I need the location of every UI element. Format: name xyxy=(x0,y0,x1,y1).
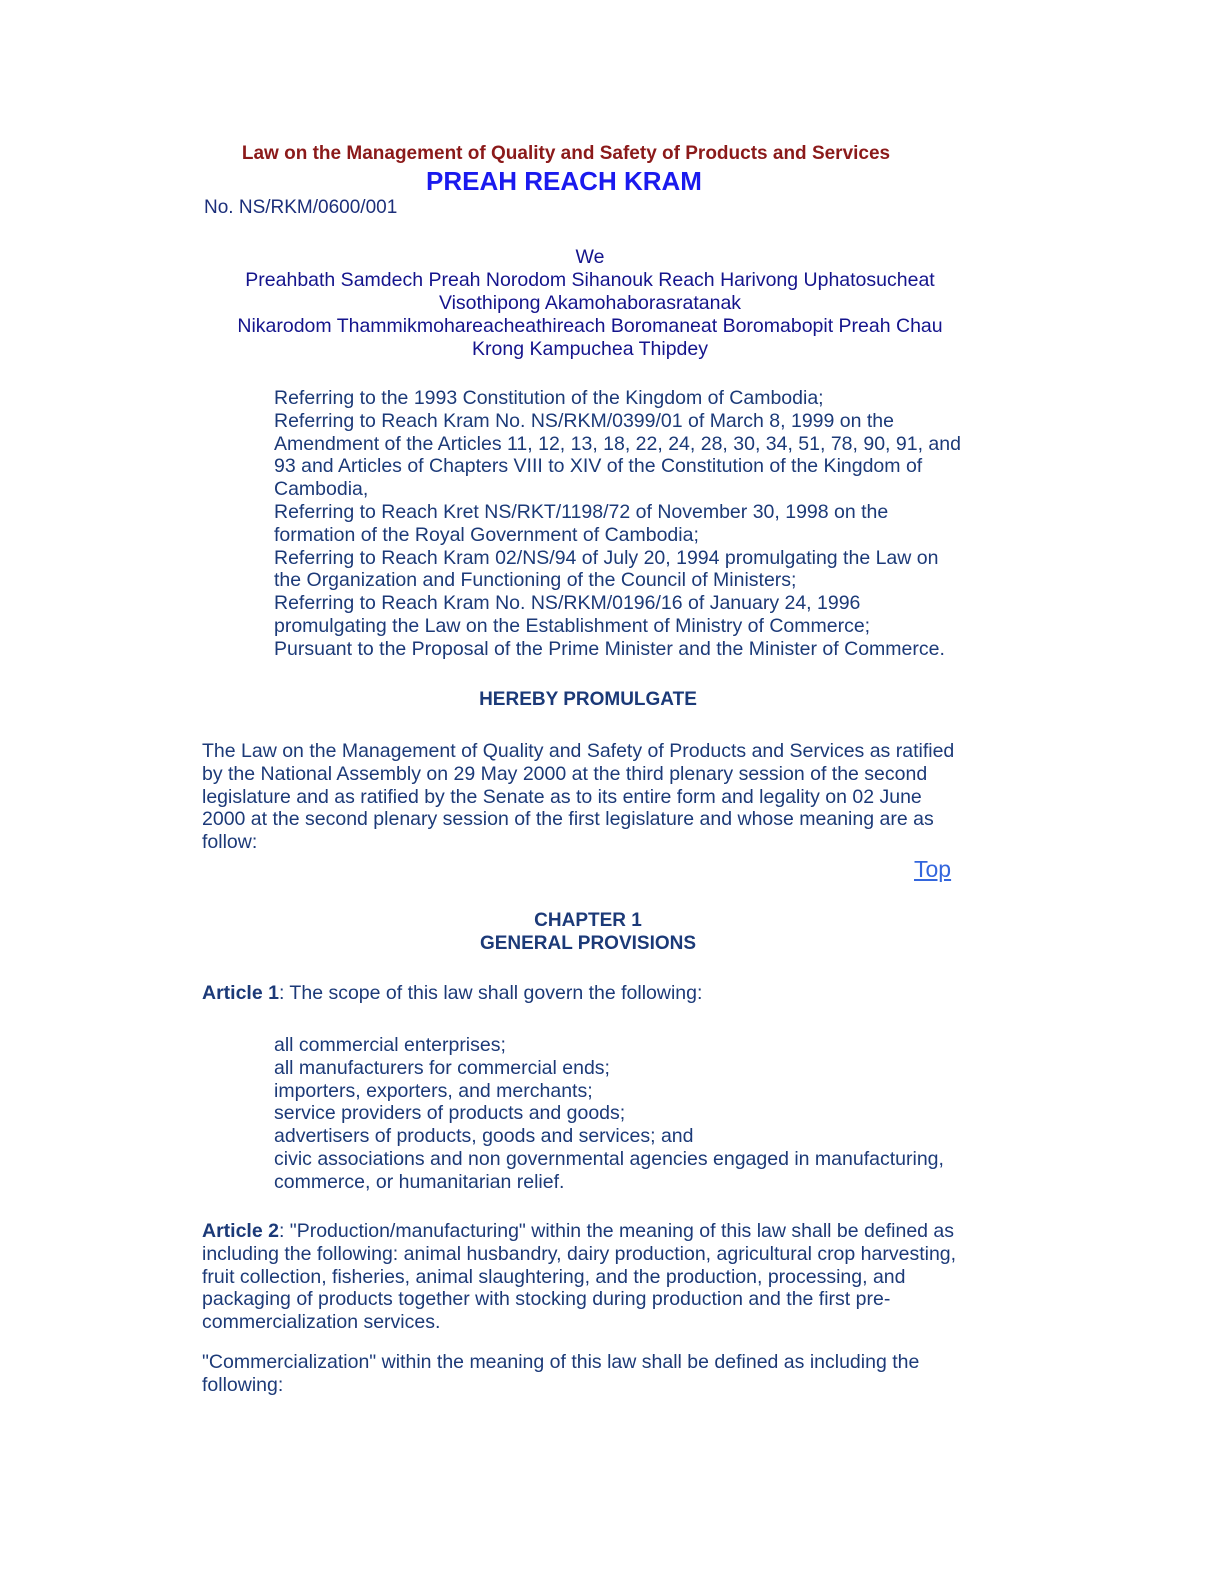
document-title: Law on the Management of Quality and Safety of Products and Services xyxy=(241,143,891,164)
article-1 xyxy=(202,982,702,1005)
chapter-heading xyxy=(0,909,1176,955)
list-item: all manufacturers for commercial ends; xyxy=(274,1056,610,1079)
referring-line: Cambodia, xyxy=(274,478,369,501)
article-1-list xyxy=(274,1034,944,1194)
article-2-label: Article 2 xyxy=(202,1220,279,1242)
intro-line: follow: xyxy=(202,831,258,854)
referring-line: 93 and Articles of Chapters VIII to XIV of the Constitution of the Kingdom of xyxy=(274,455,923,478)
commercialization-paragraph xyxy=(202,1351,919,1397)
intro-line: legislature and as ratified by the Senate as to its entire form and legality on 02 June xyxy=(202,785,922,808)
referring-line: the Organization and Functioning of the Council of Ministers; xyxy=(274,569,797,592)
list-item: importers, exporters, and merchants; xyxy=(274,1079,593,1102)
referring-line: Referring to the 1993 Constitution of the Kingdom of Cambodia; xyxy=(274,387,824,409)
referring-line: Referring to Reach Kram 02/NS/94 of July 20, 1994 promulgating the Law on xyxy=(274,546,939,569)
commercialization-line: "Commercialization" within the meaning of this law shall be defined as including the xyxy=(202,1351,920,1373)
article-1-text: : The scope of this law shall govern the following: xyxy=(278,982,703,1004)
royal-titles xyxy=(0,246,1180,361)
article-2-line: commercialization services. xyxy=(202,1311,441,1334)
promulgate-heading: HEREBY PROMULGATE xyxy=(479,689,697,710)
referring-line: Referring to Reach Kret NS/RKT/1198/72 of November 30, 1998 on the xyxy=(274,500,889,523)
referring-line: Amendment of the Articles 11, 12, 13, 18, 22, 24, 28, 30, 34, 51, 78, 90, 91, and xyxy=(274,432,961,455)
top-link[interactable]: Top xyxy=(914,856,952,882)
intro-paragraph xyxy=(202,740,954,854)
intro-line: by the National Assembly on 29 May 2000 at the third plenary session of the second xyxy=(202,762,928,785)
article-2-line: fruit collection, fisheries, animal slaughtering, and the production, processing, and xyxy=(202,1265,906,1288)
royal-line: Nikarodom Thammikmohareacheathireach Boromaneat Boromabopit Preah Chau xyxy=(237,315,943,337)
document-number: No. NS/RKM/0600/001 xyxy=(204,197,398,218)
royal-line: Preahbath Samdech Preah Norodom Sihanouk Reach Harivong Uphatosucheat xyxy=(245,269,935,291)
list-item: all commercial enterprises; xyxy=(274,1034,506,1056)
referring-line: Pursuant to the Proposal of the Prime Minister and the Minister of Commerce. xyxy=(274,637,945,660)
commercialization-line: following: xyxy=(202,1373,284,1396)
article-2-line: packaging of products together with stocking during production and the first pre- xyxy=(202,1288,891,1311)
article-2-line: including the following: animal husbandry, dairy production, agricultural crop harvesting, xyxy=(202,1242,957,1265)
royal-line: Visothipong Akamohaborasratanak xyxy=(438,292,742,314)
article-2-first-line: : "Production/manufacturing" within the meaning of this law shall be defined as xyxy=(278,1220,955,1242)
intro-line: 2000 at the second plenary session of the first legislature and whose meaning are as xyxy=(202,808,934,831)
chapter-name: GENERAL PROVISIONS xyxy=(479,933,697,954)
royal-line: Krong Kampuchea Thipdey xyxy=(472,338,708,360)
list-item: civic associations and non governmental agencies engaged in manufacturing, xyxy=(274,1147,944,1170)
main-heading: PREAH REACH KRAM xyxy=(426,166,702,196)
royal-line: We xyxy=(575,246,605,268)
article-1-label: Article 1 xyxy=(202,982,279,1004)
referring-block xyxy=(274,387,961,661)
list-item: commerce, or humanitarian relief. xyxy=(274,1170,565,1193)
referring-line: Referring to Reach Kram No. NS/RKM/0196/16 of January 24, 1996 xyxy=(274,592,861,615)
intro-line: The Law on the Management of Quality and Safety of Products and Services as ratified xyxy=(202,740,955,762)
referring-line: formation of the Royal Government of Cambodia; xyxy=(274,523,699,546)
referring-line: promulgating the Law on the Establishment of Ministry of Commerce; xyxy=(274,614,871,637)
article-2 xyxy=(202,1220,956,1334)
chapter-number: CHAPTER 1 xyxy=(534,910,642,931)
list-item: advertisers of products, goods and services; and xyxy=(274,1125,694,1148)
referring-line: Referring to Reach Kram No. NS/RKM/0399/01 of March 8, 1999 on the xyxy=(274,409,894,432)
list-item: service providers of products and goods; xyxy=(274,1102,626,1125)
